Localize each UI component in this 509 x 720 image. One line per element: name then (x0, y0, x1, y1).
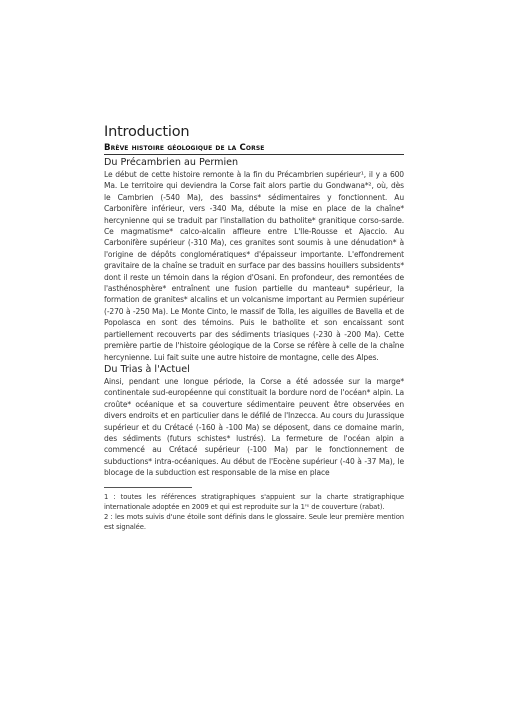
page-title: Introduction (104, 124, 190, 140)
footnote-1: 1 : toutes les références stratigraphiques s'appuient sur la charte stratigraphique internationale adoptée en 2009 et qui est reproduite sur la 1ʳᵉ de couverture (rabat). (104, 492, 404, 511)
chapter-title: Brève histoire géologique de la Corse (104, 143, 404, 155)
section-heading-trias: Du Trias à l'Actuel (104, 363, 190, 375)
footnote-divider (104, 487, 192, 488)
section-heading-precambrien: Du Précambrien au Permien (104, 157, 239, 168)
paragraph-trias: Ainsi, pendant une longue période, la Corse a été adossée sur la marge* continentale sud-européenne qui constituait la bordure nord de l'océan* alpin. La croûte* océanique et sa couverture sédimentaire peuvent être observées en divers endroits et en particulier dans le défilé de l'Inzecca. Au cours du Jurassique supérieur et du Crétacé (-160 à -100 Ma) se déposent, dans ce domaine marin, des sédiments (futurs schistes* lustrés). La fermeture de l'océan alpin a commencé au Crétacé supérieur (-100 Ma) par le fonctionnement de subductions* intra-océaniques. Au début de l'Eocène supérieur (-40 à -37 Ma), le blocage de la subduction est responsable de la mise en place (104, 376, 404, 478)
paragraph-precambrien: Le début de cette histoire remonte à la fin du Précambrien supérieur¹, il y a 600 Ma. Le territoire qui deviendra la Corse fait alors partie du Gondwana*², où, dès le Cambrien (-540 Ma), des bassins* sédimentaires y fonctionnent. Au Carbonifère inférieur, vers -340 Ma, débute la mise en place de la chaîne* hercynienne qui se traduit par l'installation du batholite* granitique corso-sarde. Ce magmatisme* calco-alcalin affleure entre L'Ile-Rousse et Ajaccio. Au Carbonifère supérieur (-310 Ma), ces granites sont soumis à une dénudation* à l'origine de dépôts conglomératiques* d'épaisseur importante. L'effondrement gravitaire de la chaîne se traduit en surface par des bassins houillers subsidents* dont il reste un témoin dans la région d'Osani. En profondeur, des remontées de l'asthénosphère* entraînent une fusion partielle du manteau* supérieur, la formation de granites* alcalins et un volcanisme important au Permien supérieur (-270 à -250 Ma). Le Monte Cinto, le massif de Tolla, les aiguilles de Bavella et de Popolasca en sont des témoins. Puis le batholite et son encaissant sont partiellement recouverts par des sédiments triasiques (-230 à -200 Ma). Cette première partie de l'histoire géologique de la Corse se réfère à celle de la chaîne hercynienne. Lui fait suite une autre histoire de montagne, celle des Alpes. (104, 170, 404, 362)
footnote-2: 2 : les mots suivis d'une étoile sont définis dans le glossaire. Seule leur première mention est signalée. (104, 512, 404, 532)
page-content (104, 124, 404, 532)
